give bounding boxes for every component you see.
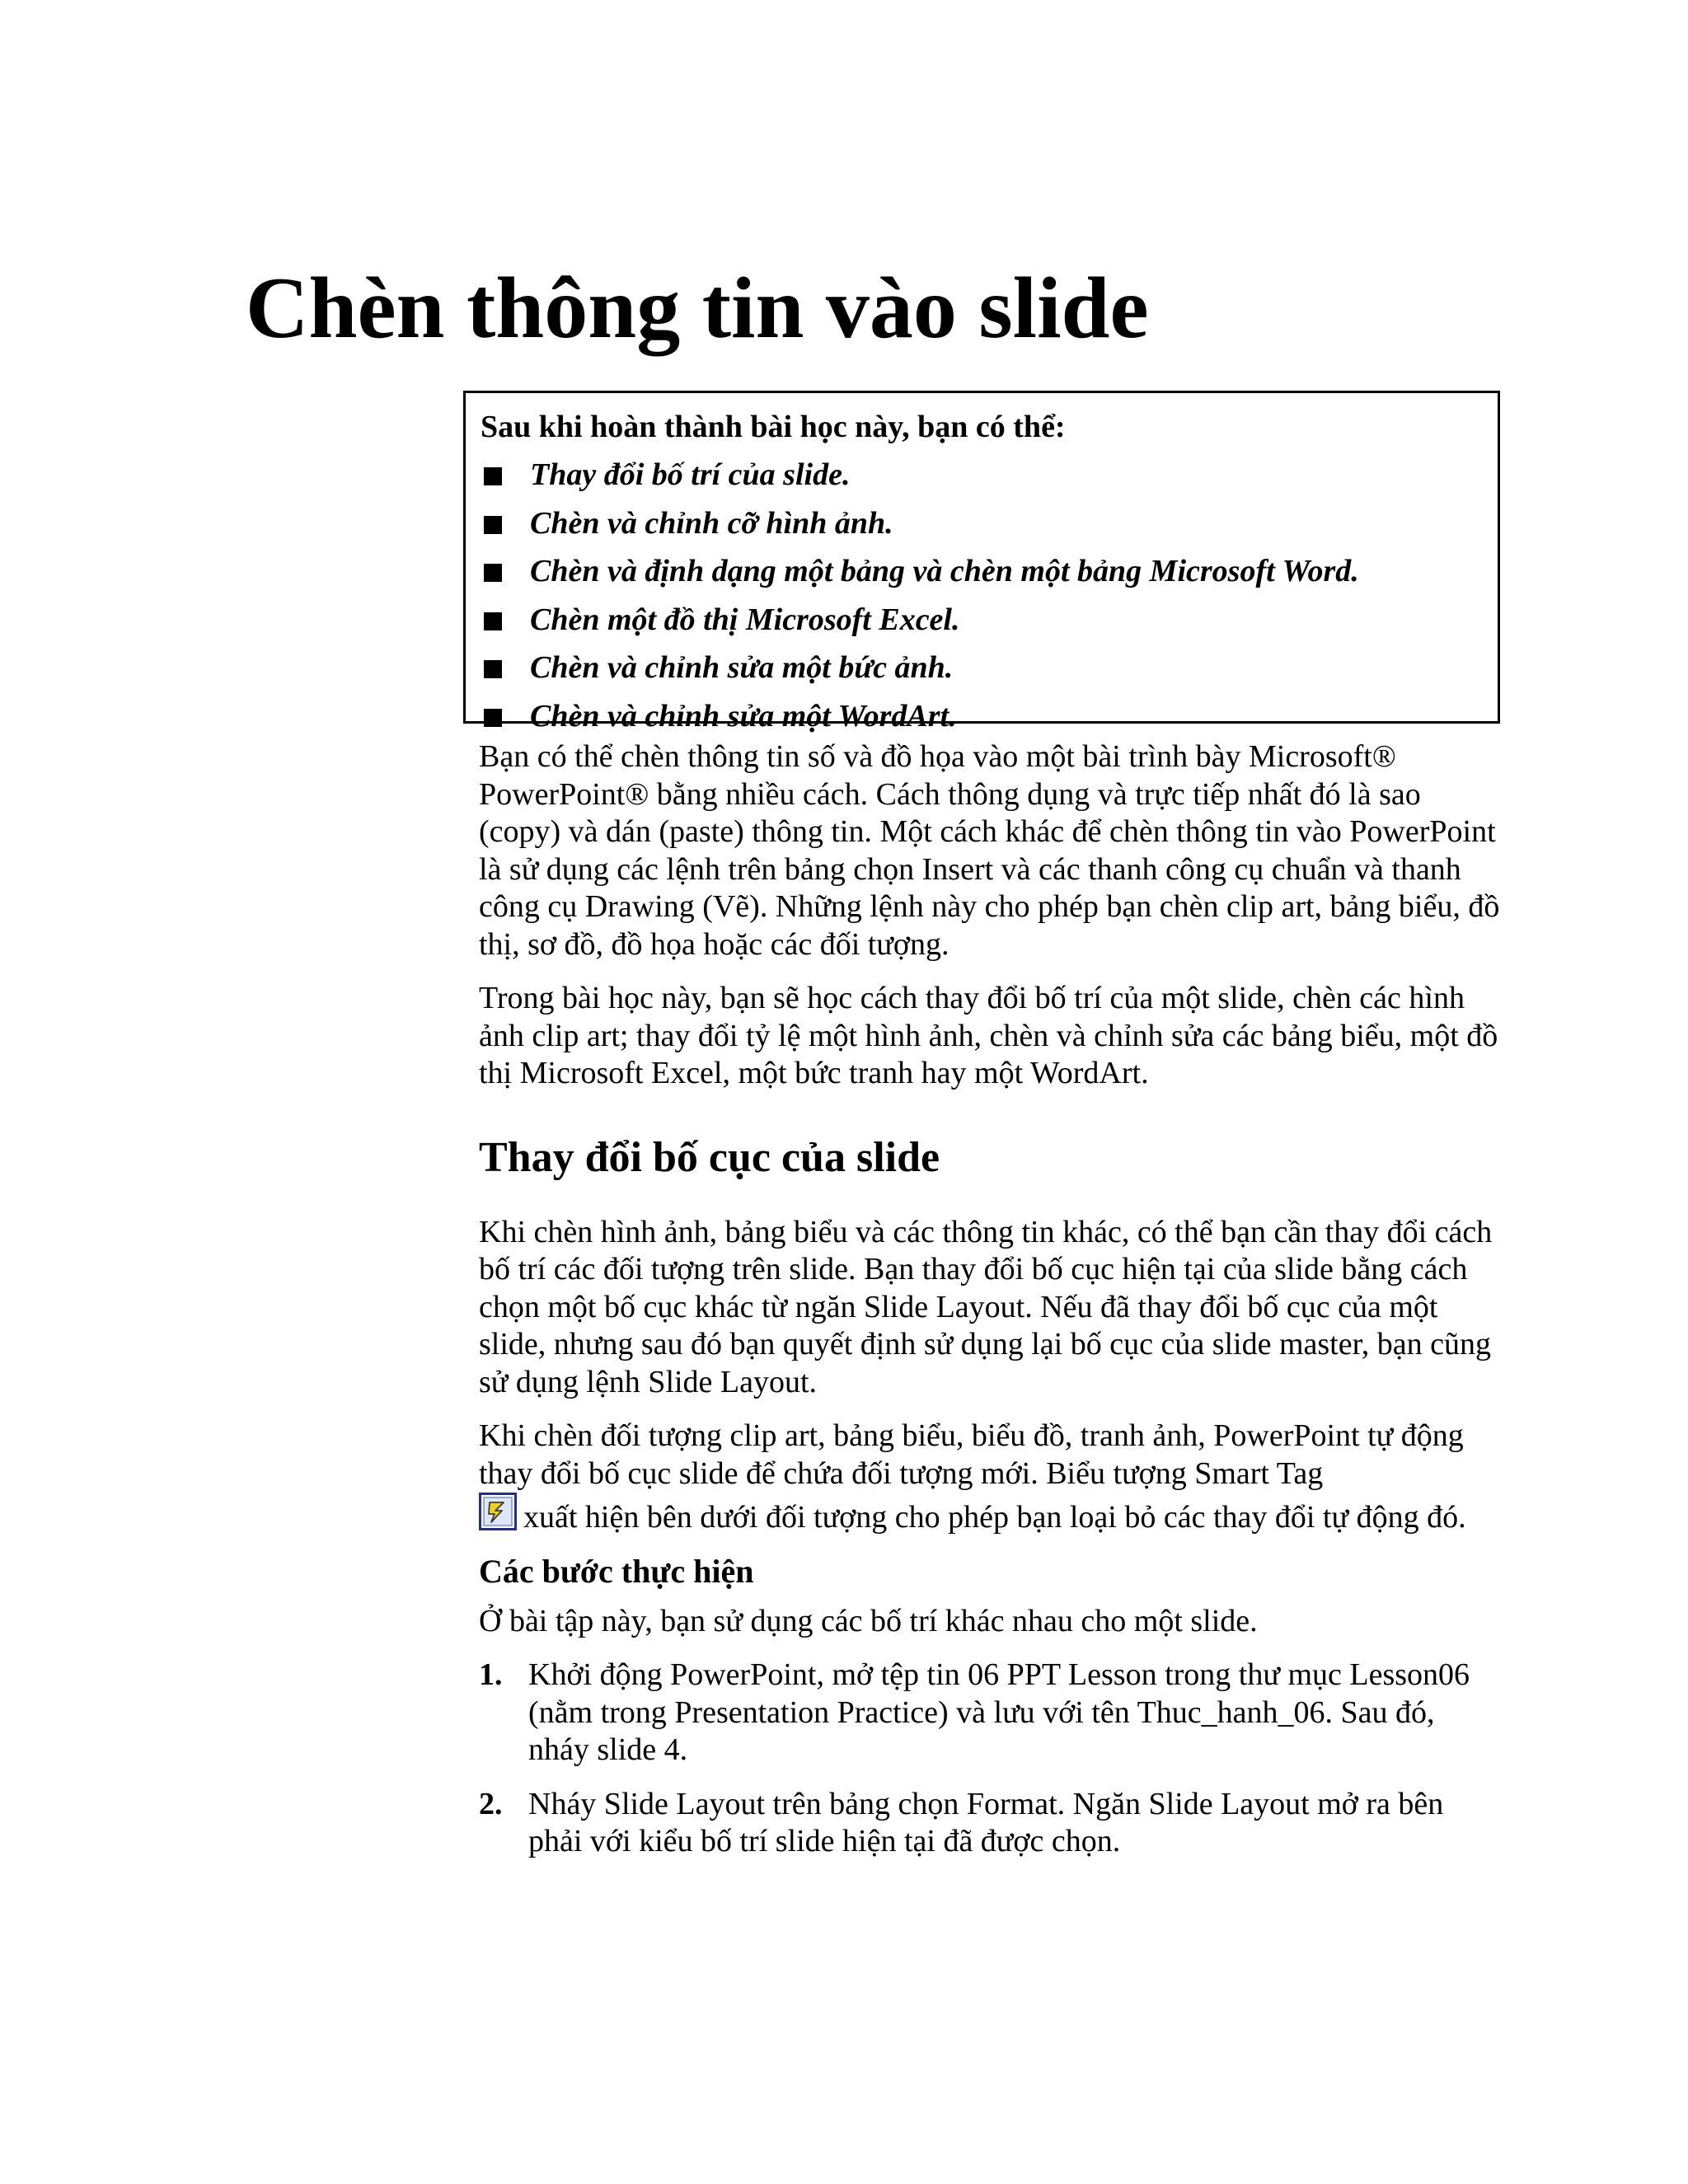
procedure-heading: Các bước thực hiện: [479, 1552, 754, 1590]
objectives-box: [463, 391, 1500, 733]
step-number: 2.: [479, 1786, 503, 1821]
section-paragraph-1: Khi chèn hình ảnh, bảng biểu và các thông tin khác, có thể bạn cần thay đổi cách bố trí các đối tượng trên slide. Bạn thay đổi bố cục hiện tại của slide bằng cách chọn một bố cục khác từ ngăn Slide Layout. Nếu đã thay đổi bố cục của một slide, nhưng sau đó bạn quyết định sử dụng lại bố cục của slide master, bạn cũng sử dụng lệnh Slide Layout.: [479, 1214, 1493, 1399]
section-paragraph-2: [479, 1418, 1501, 1537]
chapter-title: Chèn thông tin vào slide: [246, 260, 1149, 356]
square-bullet-icon: [484, 612, 502, 630]
objective-item: Chèn và chỉnh sửa một WordArt.: [481, 692, 1483, 741]
section-paragraph-2-start: Khi chèn đối tượng clip art, bảng biểu, biểu đồ, tranh ảnh, PowerPoint tự động thay đổi bố cục slide để chứa đối tượng mới. Biểu tượng Smart Tag: [479, 1418, 1464, 1491]
square-bullet-icon: [484, 564, 502, 582]
procedure-intro: Ở bài tập này, bạn sử dụng các bố trí khác nhau cho một slide.: [479, 1603, 1258, 1638]
step-number: 1.: [479, 1657, 503, 1693]
step-text: Khởi động PowerPoint, mở tệp tin 06 PPT Lesson trong thư mục Lesson06 (nằm trong Presentation Practice) và lưu với tên Thuc_hanh_06. Sau đó, nháy slide 4.: [528, 1657, 1470, 1768]
section-paragraph-2-end: xuất hiện bên dưới đối tượng cho phép bạn loại bỏ các thay đổi tự động đó.: [523, 1500, 1466, 1535]
objective-item: Thay đổi bố trí của slide.: [481, 451, 1483, 499]
square-bullet-icon: [484, 516, 502, 534]
section-heading: Thay đổi bố cục của slide: [479, 1133, 940, 1181]
objective-item: Chèn và chỉnh sửa một bức ảnh.: [481, 644, 1483, 692]
steps-list: [479, 1657, 1501, 1861]
intro-paragraph-2: Trong bài học này, bạn sẽ học cách thay đổi bố trí của một slide, chèn các hình ảnh clip art; thay đổi tỷ lệ một hình ảnh, chèn và chỉnh sửa các bảng biểu, một đồ thị Microsoft Excel, một bức tranh hay một WordArt.: [479, 981, 1498, 1090]
objectives-list: [481, 451, 1483, 740]
square-bullet-icon: [484, 660, 502, 678]
step-item: [479, 1786, 1501, 1861]
body-content: [479, 738, 1501, 1877]
objective-item: Chèn một đồ thị Microsoft Excel.: [481, 596, 1483, 644]
square-bullet-icon: [484, 709, 502, 727]
step-text: Nháy Slide Layout trên bảng chọn Format. Ngăn Slide Layout mở ra bên phải với kiểu bố trí slide hiện tại đã được chọn.: [528, 1786, 1444, 1859]
step-item: [479, 1657, 1501, 1769]
objectives-heading: Sau khi hoàn thành bài học này, bạn có thể:: [481, 410, 1066, 444]
objective-item: Chèn và định dạng một bảng và chèn một bảng Microsoft Word.: [481, 547, 1483, 596]
square-bullet-icon: [484, 467, 502, 485]
smart-tag-icon: [479, 1493, 517, 1530]
objective-item: Chèn và chỉnh cỡ hình ảnh.: [481, 499, 1483, 548]
intro-paragraph-1: Bạn có thể chèn thông tin số và đồ họa vào một bài trình bày Microsoft® PowerPoint® bằng nhiều cách. Cách thông dụng và trực tiếp nhất đó là sao (copy) và dán (paste) thông tin. Một cách khác để chèn thông tin vào PowerPoint là sử dụng các lệnh trên bảng chọn Insert và các thanh công cụ chuẩn và thanh công cụ Drawing (Vẽ). Những lệnh này cho phép bạn chèn clip art, bảng biểu, đồ thị, sơ đồ, đồ họa hoặc các đối tượng.: [479, 739, 1500, 962]
